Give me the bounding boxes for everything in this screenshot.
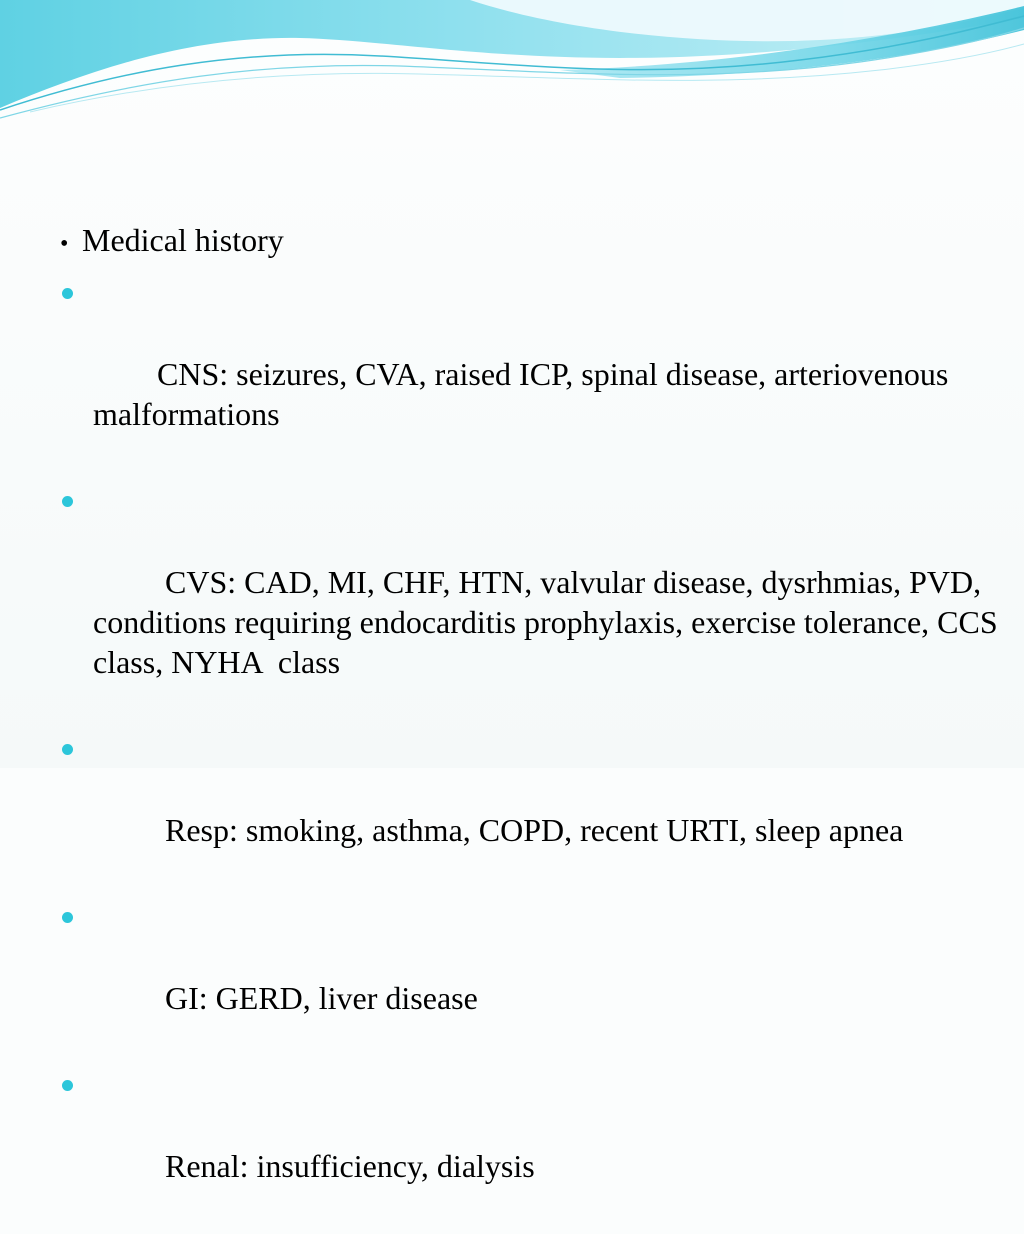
bullet-dot-icon bbox=[62, 288, 73, 299]
bullet-dot-icon bbox=[62, 912, 73, 923]
section-heading-text: Medical history bbox=[82, 222, 284, 258]
heading-bullet: • bbox=[60, 231, 69, 257]
section-heading bbox=[60, 218, 1000, 266]
wave-header-decoration bbox=[0, 0, 1024, 130]
slide-content bbox=[60, 218, 1006, 1234]
bullet-text: GI: GERD, liver disease bbox=[157, 980, 478, 1016]
bullet-list bbox=[60, 274, 1006, 1226]
bullet-text: CVS: CAD, MI, CHF, HTN, valvular disease, dysrhmias, PVD, conditions requiring endocarditis prophylaxis, exercise tolerance, CCS class, NYHA class bbox=[93, 564, 1006, 680]
bullet-text: Renal: insufficiency, dialysis bbox=[157, 1148, 535, 1184]
bullet-item-resp bbox=[60, 730, 1000, 890]
bullet-dot-icon bbox=[62, 744, 73, 755]
bullet-item-cns bbox=[60, 274, 1000, 474]
bullet-text: CNS: seizures, CVA, raised ICP, spinal disease, arteriovenous malformations bbox=[93, 356, 957, 432]
bullet-item-gi bbox=[60, 898, 1000, 1058]
bullet-item-cvs bbox=[60, 482, 1006, 722]
bullet-dot-icon bbox=[62, 496, 73, 507]
bullet-text: Resp: smoking, asthma, COPD, recent URTI, sleep apnea bbox=[157, 812, 904, 848]
bullet-item-renal bbox=[60, 1066, 1000, 1226]
bullet-dot-icon bbox=[62, 1080, 73, 1091]
